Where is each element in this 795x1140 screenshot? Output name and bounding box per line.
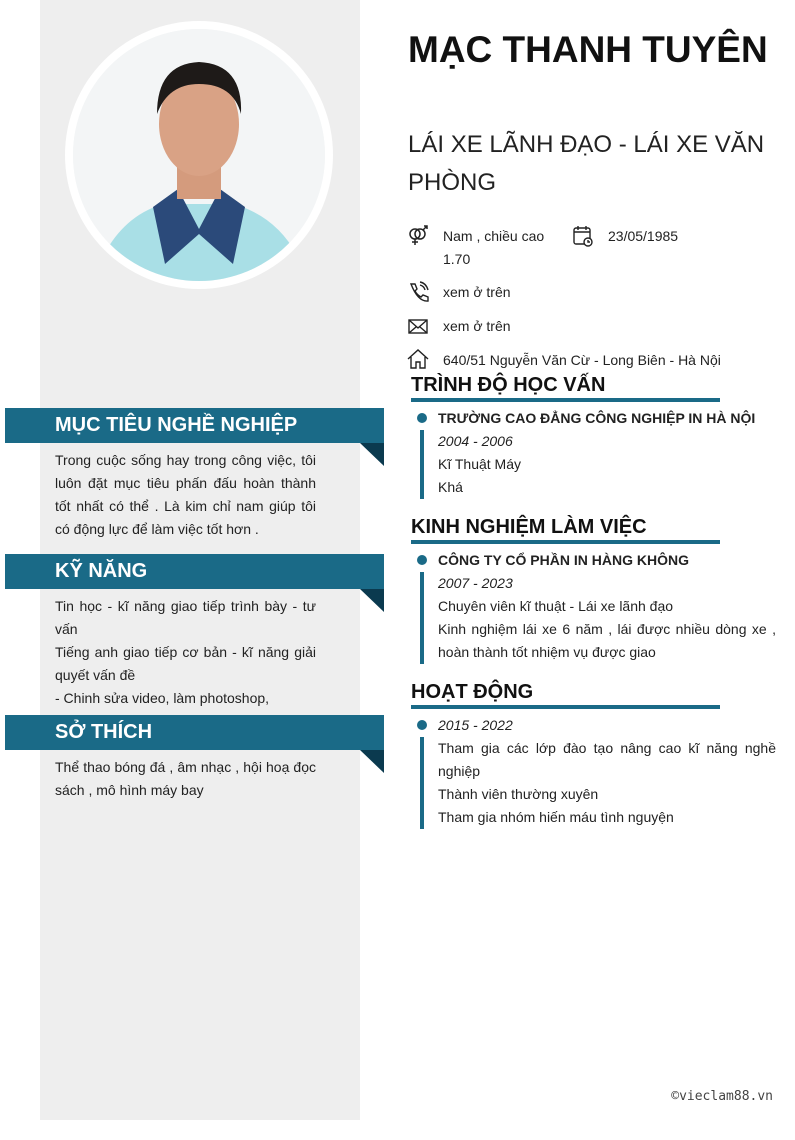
timeline-line: [420, 430, 424, 499]
objective-heading: MỤC TIÊU NGHỀ NGHIỆP: [5, 408, 384, 443]
experience-period: 2007 - 2023: [438, 575, 513, 591]
experience-description: Kinh nghiệm lái xe 6 năm , lái được nhiều dòng xe , hoàn thành tốt nhiệm vụ được giao: [438, 621, 776, 660]
activity-item: Tham gia các lớp đào tạo nâng cao kĩ năng nghề nghiệp: [438, 740, 776, 779]
education-entry: [420, 407, 776, 499]
avatar: [65, 21, 333, 289]
experience-entry: [420, 549, 776, 664]
education-grade: Khá: [438, 479, 463, 495]
calendar-icon: [572, 225, 594, 247]
experience-heading: KINH NGHIỆM LÀM VIỆC: [411, 514, 720, 544]
hobbies-text: Thể thao bóng đá , âm nhạc , hội hoạ đọc sách , mô hình máy bay: [55, 759, 316, 798]
skill-item: Tin học - kĩ năng giao tiếp trình bày - tư vấn: [55, 598, 316, 637]
timeline-line: [420, 737, 424, 829]
bullet-dot: [417, 720, 427, 730]
gender-icon: [407, 225, 429, 247]
school-name: TRƯỜNG CAO ĐẲNG CÔNG NGHIỆP IN HÀ NỘI: [438, 410, 756, 426]
skills-heading: KỸ NĂNG: [5, 554, 384, 589]
gender-height: Nam , chiều cao 1.70: [443, 228, 545, 267]
activities-heading: HOẠT ĐỘNG: [411, 679, 720, 709]
education-heading: TRÌNH ĐỘ HỌC VẤN: [411, 372, 720, 402]
email: xem ở trên: [443, 318, 511, 334]
phone: xem ở trên: [443, 284, 511, 300]
job-title: LÁI XE LÃNH ĐẠO - LÁI XE VĂN PHÒNG: [408, 131, 765, 196]
hobbies-heading: SỞ THÍCH: [5, 715, 384, 750]
portrait-image: [73, 29, 325, 281]
activity-item: Tham gia nhóm hiến máu tình nguyện: [438, 809, 674, 825]
address: 640/51 Nguyễn Văn Cừ - Long Biên - Hà Nội: [443, 352, 721, 368]
company-name: CÔNG TY CỔ PHẦN IN HÀNG KHÔNG: [438, 552, 689, 568]
education-period: 2004 - 2006: [438, 433, 513, 449]
home-icon: [407, 348, 429, 370]
activities-entry: [420, 714, 776, 829]
education-major: Kĩ Thuật Máy: [438, 456, 522, 472]
ribbon-fold: [360, 443, 384, 466]
ribbon-fold: [360, 589, 384, 612]
bullet-dot: [417, 413, 427, 423]
timeline-line: [420, 572, 424, 664]
bullet-dot: [417, 555, 427, 565]
skill-item: Tiếng anh giao tiếp cơ bản - kĩ năng giải quyết vấn đề: [55, 644, 316, 683]
email-icon: [407, 316, 429, 338]
skills-list: [55, 595, 316, 710]
activity-item: Thành viên thường xuyên: [438, 786, 599, 802]
ribbon-fold: [360, 750, 384, 773]
phone-icon: [407, 281, 429, 303]
experience-position: Chuyên viên kĩ thuật - Lái xe lãnh đạo: [438, 598, 674, 614]
candidate-name: MẠC THANH TUYÊN: [408, 29, 768, 70]
activities-period: 2015 - 2022: [438, 717, 513, 733]
skill-item: - Chinh sửa video, làm photoshop,: [55, 690, 270, 706]
footer-watermark: ©vieclam88.vn: [671, 1089, 773, 1104]
date-of-birth: 23/05/1985: [608, 228, 679, 244]
objective-text: Trong cuộc sống hay trong công việc, tôi luôn đặt mục tiêu phấn đấu hoàn thành tốt nhất có thể . Là kim chỉ nam giúp tôi có động lực để làm việc tốt hơn .: [55, 452, 316, 537]
